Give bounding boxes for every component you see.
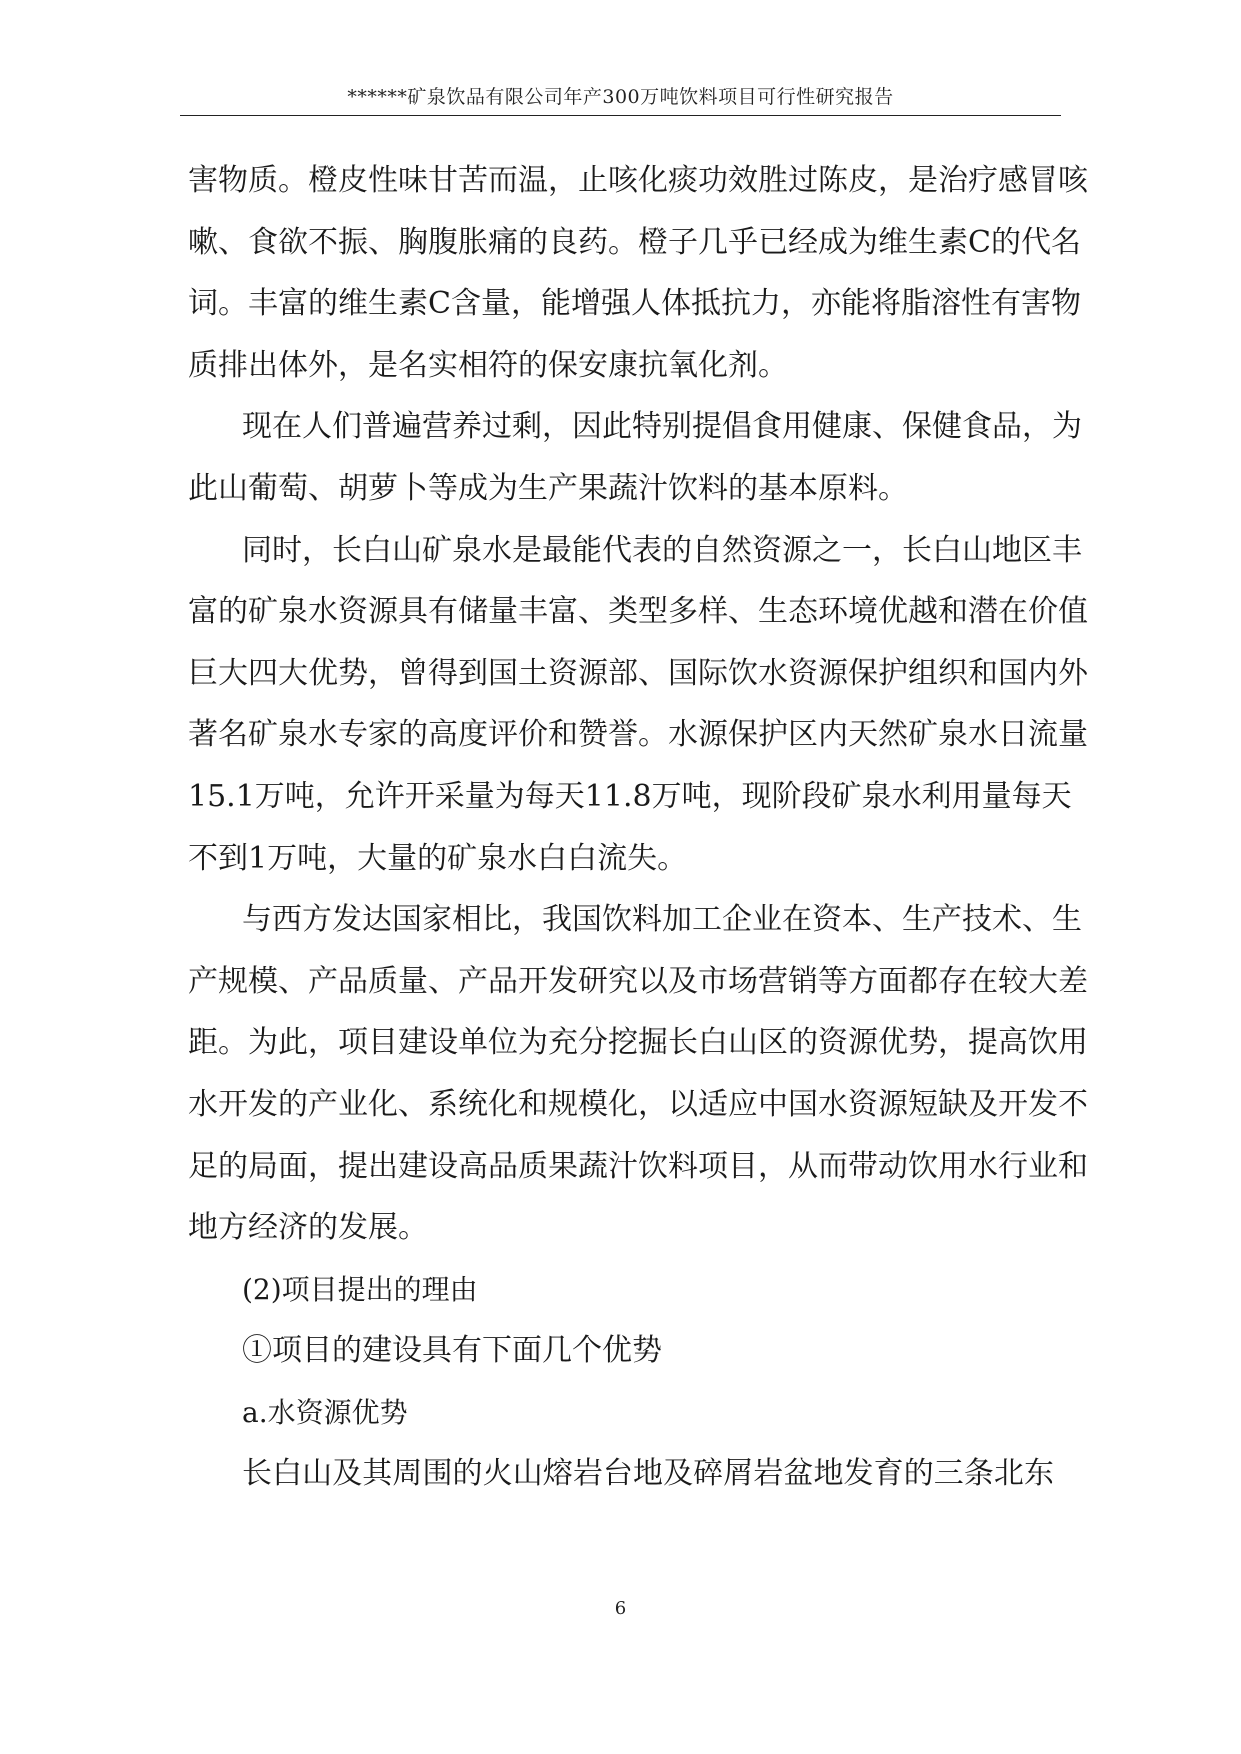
- text-line-14: 产规模、产品质量、产品开发研究以及市场营销等方面都存在较大差: [188, 963, 1088, 999]
- text-line-16: 水开发的产业化、系统化和规模化，以适应中国水资源短缺及开发不: [188, 1086, 1088, 1122]
- section-heading: (2)项目提出的理由: [242, 1272, 478, 1306]
- subsection-heading: ①项目的建设具有下面几个优势: [242, 1333, 662, 1369]
- text-line-11: 15.1万吨，允许开采量为每天11.8万吨，现阶段矿泉水利用量每天: [188, 778, 1072, 814]
- text-line-6: 此山葡萄、胡萝卜等成为生产果蔬汁饮料的基本原料。: [188, 470, 908, 506]
- document-body: [188, 150, 1088, 1505]
- text-line-3: 词。丰富的维生素C含量，能增强人体抵抗力，亦能将脂溶性有害物: [188, 286, 1081, 322]
- text-line-9: 巨大四大优势，曾得到国土资源部、国际饮水资源保护组织和国内外: [188, 655, 1088, 691]
- text-line-10: 著名矿泉水专家的高度评价和赞誉。水源保护区内天然矿泉水日流量: [188, 717, 1088, 753]
- text-line-5: 现在人们普遍营养过剩，因此特别提倡食用健康、保健食品，为: [242, 409, 1082, 445]
- text-line-4: 质排出体外，是名实相符的保安康抗氧化剂。: [188, 347, 788, 383]
- text-line-12: 不到1万吨，大量的矿泉水白白流失。: [188, 840, 688, 876]
- page-number: 6: [614, 1598, 627, 1619]
- page-header: [180, 82, 1061, 116]
- text-line-17: 足的局面，提出建设高品质果蔬汁饮料项目，从而带动饮用水行业和: [188, 1148, 1088, 1184]
- text-line-2: 嗽、食欲不振、胸腹胀痛的良药。橙子几乎已经成为维生素C的代名: [188, 224, 1081, 260]
- text-line-1: 害物质。橙皮性味甘苦而温，止咳化痰功效胜过陈皮，是治疗感冒咳: [188, 163, 1088, 198]
- text-line-7: 同时，长白山矿泉水是最能代表的自然资源之一，长白山地区丰: [242, 532, 1082, 568]
- text-line-18: 地方经济的发展。: [188, 1210, 428, 1246]
- text-line-13: 与西方发达国家相比，我国饮料加工企业在资本、生产技术、生: [242, 902, 1082, 938]
- report-title: ******矿泉饮品有限公司年产300万吨饮料项目可行性研究报告: [347, 86, 894, 108]
- text-line-8: 富的矿泉水资源具有储量丰富、类型多样、生态环境优越和潜在价值: [188, 594, 1088, 630]
- text-line-15: 距。为此，项目建设单位为充分挖掘长白山区的资源优势，提高饮用: [188, 1025, 1088, 1061]
- text-line-22: 长白山及其周围的火山熔岩台地及碎屑岩盆地发育的三条北东: [242, 1456, 1054, 1492]
- item-heading: a.水资源优势: [242, 1395, 408, 1429]
